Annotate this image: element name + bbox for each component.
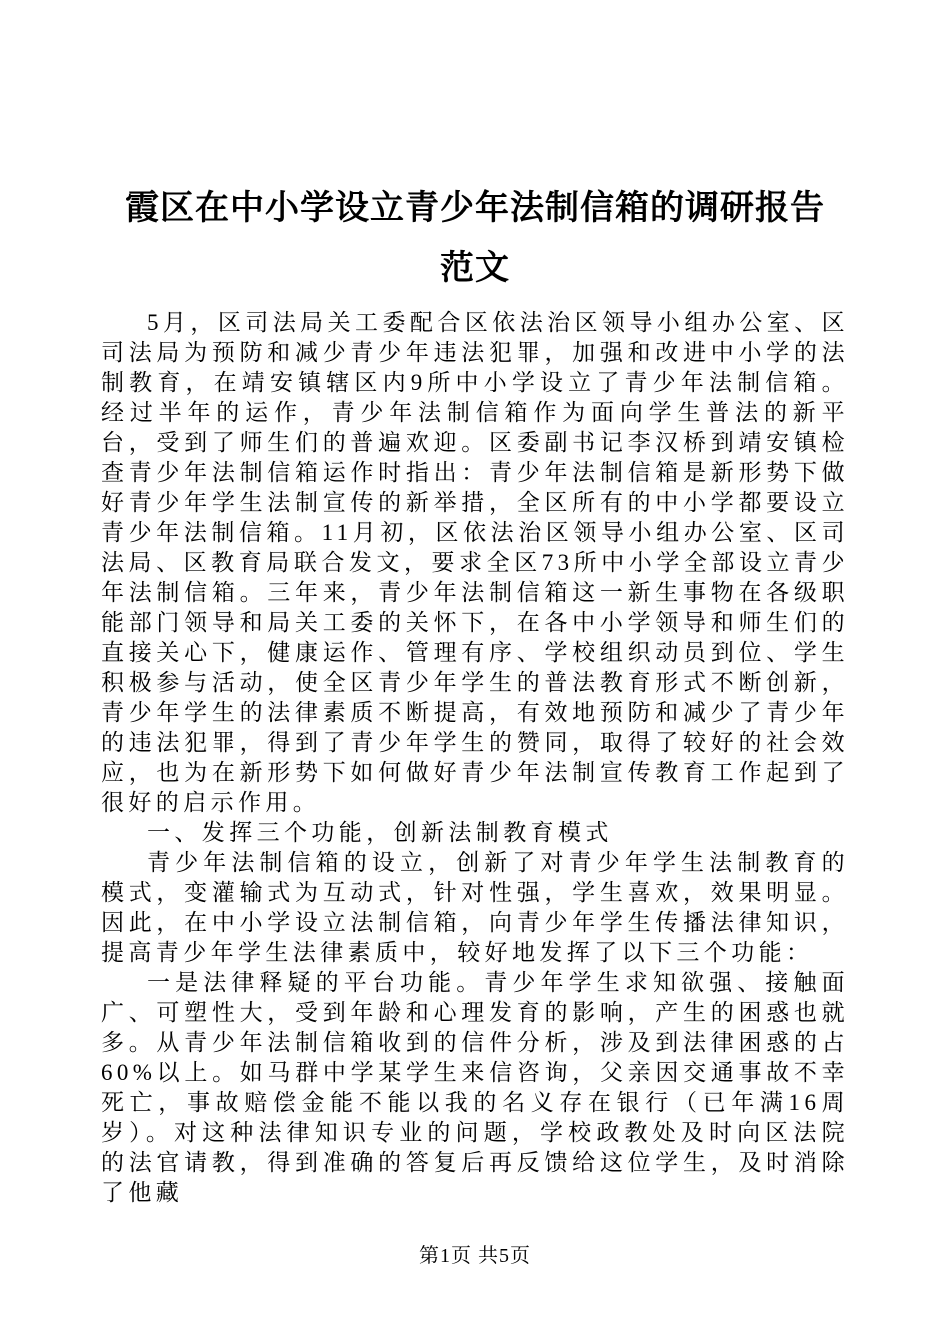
paragraph-function-one: 一是法律释疑的平台功能。青少年学生求知欲强、接触面广、可塑性大，受到年龄和心理发育的影响，产生的困惑也就多。从青少年法制信箱收到的信件分析，涉及到法律困惑的占60%以上。如马群中学某学生来信咨询，父亲因交通事故不幸死亡，事故赔偿金能不能以我的名义存在银行（已年满16周岁）。对这种法律知识专业的问题，学校政教处及时向区法院的法官请教，得到准确的答复后再反馈给这位学生，及时消除了他藏 (101, 970, 849, 1205)
paragraph-intro: 5月，区司法局关工委配合区依法治区领导小组办公室、区司法局为预防和减少青少年违法犯罪，加强和改进中小学的法制教育，在靖安镇辖区内9所中小学设立了青少年法制信箱。经过半年的运作，青少年法制信箱作为面向学生普法的新平台，受到了师生们的普遍欢迎。区委副书记李汉桥到靖安镇检查青少年法制信箱运作时指出：青少年法制信箱是新形势下做好青少年学生法制宣传的新举措，全区所有的中小学都要设立青少年法制信箱。11月初，区依法治区领导小组办公室、区司法局、区教育局联合发文，要求全区73所中小学全部设立青少年法制信箱。三年来，青少年法制信箱这一新生事物在各级职能部门领导和局关工委的关怀下，在各中小学领导和师生们的直接关心下，健康运作、管理有序、学校组织动员到位、学生积极参与活动，使全区青少年学生的普法教育形式不断创新，青少年学生的法律素质不断提高，有效地预防和减少了青少年的违法犯罪，得到了青少年学生的赞同，取得了较好的社会效应，也为在新形势下如何做好青少年法制宣传教育工作起到了很好的启示作用。 (101, 310, 849, 815)
document-title-line-1: 霞区在中小学设立青少年法制信箱的调研报告 (125, 190, 825, 227)
document-title (0, 0, 950, 299)
document-title-line-2: 范文 (440, 250, 510, 287)
document-body (101, 308, 849, 1208)
page-number-footer: 第1页 共5页 (419, 1245, 531, 1267)
paragraph-section-lead: 青少年法制信箱的设立，创新了对青少年学生法制教育的模式，变灌输式为互动式，针对性强，学生喜欢，效果明显。因此，在中小学设立法制信箱，向青少年学生传播法律知识，提高青少年学生法律素质中，较好地发挥了以下三个功能： (101, 850, 849, 965)
section-heading: 一、发挥三个功能，创新法制教育模式 (147, 820, 613, 845)
